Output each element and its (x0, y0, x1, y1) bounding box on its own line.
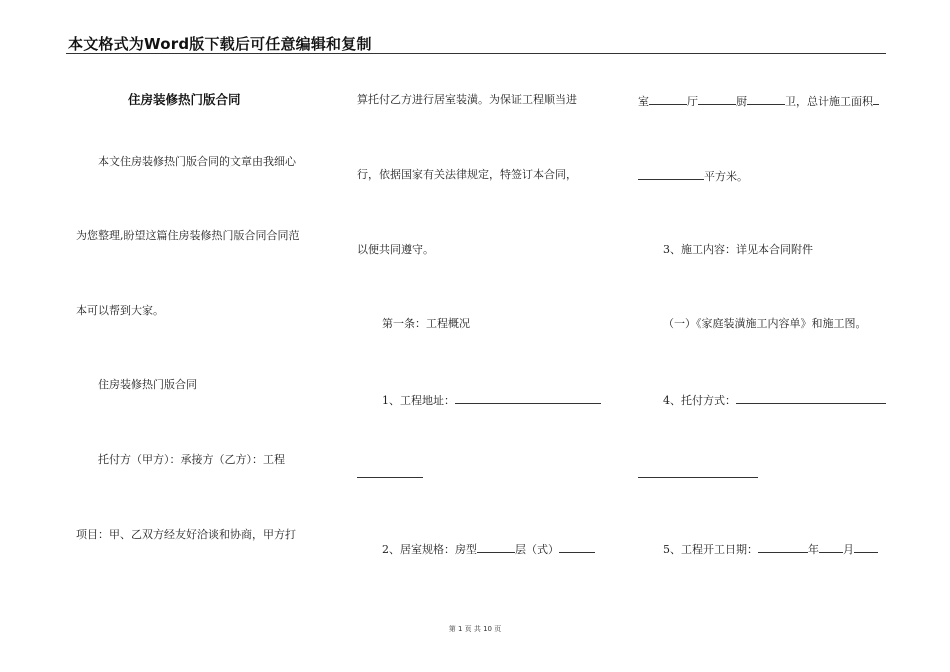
fill-in-blank (758, 541, 808, 553)
paragraph-line: 以便共同遵守。 (357, 243, 434, 256)
page-number-footer: 第 1 页 共 10 页 (448, 625, 502, 633)
fill-in-blank (873, 93, 879, 105)
column-3 (638, 0, 890, 672)
field-label: 卫，总计施工面积 (785, 95, 873, 108)
field-label: 月 (843, 543, 854, 556)
column-2 (357, 0, 609, 672)
fill-in-blank (747, 93, 785, 105)
paragraph-line: 行，依据国家有关法律规定，特签订本合同， (357, 168, 577, 181)
field-label: 1、工程地址： (382, 394, 455, 407)
paragraph-line: 算托付乙方进行居室装潢。为保证工程顺当进 (357, 93, 577, 106)
section-heading: 第一条：工程概况 (382, 317, 470, 330)
field-label: 厨 (736, 95, 747, 108)
field-label: 室 (638, 95, 649, 108)
column-1 (76, 0, 326, 672)
paragraph-line: 项目：甲、乙双方经友好洽谈和协商，甲方打 (76, 528, 296, 541)
paragraph-line: 住房装修热门版合同 (98, 378, 197, 391)
fill-in-blank-line (357, 466, 423, 482)
form-line-rooms (638, 93, 879, 109)
form-line-address (382, 392, 601, 408)
field-label: 4、托付方式： (663, 394, 736, 407)
paragraph-line: 3、施工内容：详见本合同附件 (663, 243, 813, 256)
document-header-banner: 本文格式为Word版下载后可任意编辑和复制 (68, 35, 372, 53)
fill-in-blank (477, 541, 515, 553)
fill-in-blank (455, 392, 601, 404)
fill-in-blank-line (638, 466, 758, 482)
field-label: 2、居室规格：房型 (382, 543, 477, 556)
form-line-area (638, 168, 748, 184)
paragraph-line: （一）《家庭装潢施工内容单》和施工图。 (663, 317, 867, 330)
paragraph-line: 本可以帮到大家。 (76, 304, 164, 317)
fill-in-blank (357, 466, 423, 478)
fill-in-blank (854, 541, 878, 553)
fill-in-blank (649, 93, 687, 105)
fill-in-blank (736, 392, 886, 404)
document-title: 住房装修热门版合同 (128, 92, 241, 107)
fill-in-blank (698, 93, 736, 105)
field-label: 层（式） (515, 543, 559, 556)
fill-in-blank (638, 466, 758, 478)
paragraph-line: 为您整理,盼望这篇住房装修热门版合同合同范 (76, 229, 300, 242)
field-label: 年 (808, 543, 819, 556)
paragraph-line: 托付方（甲方）：承接方（乙方）：工程 (98, 453, 285, 466)
fill-in-blank (559, 541, 595, 553)
form-line-start-date (663, 541, 878, 557)
paragraph-line: 本文住房装修热门版合同的文章由我细心 (98, 155, 296, 168)
form-line-entrust (663, 392, 886, 408)
form-line-room-spec (382, 541, 595, 557)
field-label: 厅 (687, 95, 698, 108)
field-label: 5、工程开工日期： (663, 543, 758, 556)
fill-in-blank (638, 168, 704, 180)
field-label: 平方米。 (704, 170, 748, 183)
fill-in-blank (819, 541, 843, 553)
